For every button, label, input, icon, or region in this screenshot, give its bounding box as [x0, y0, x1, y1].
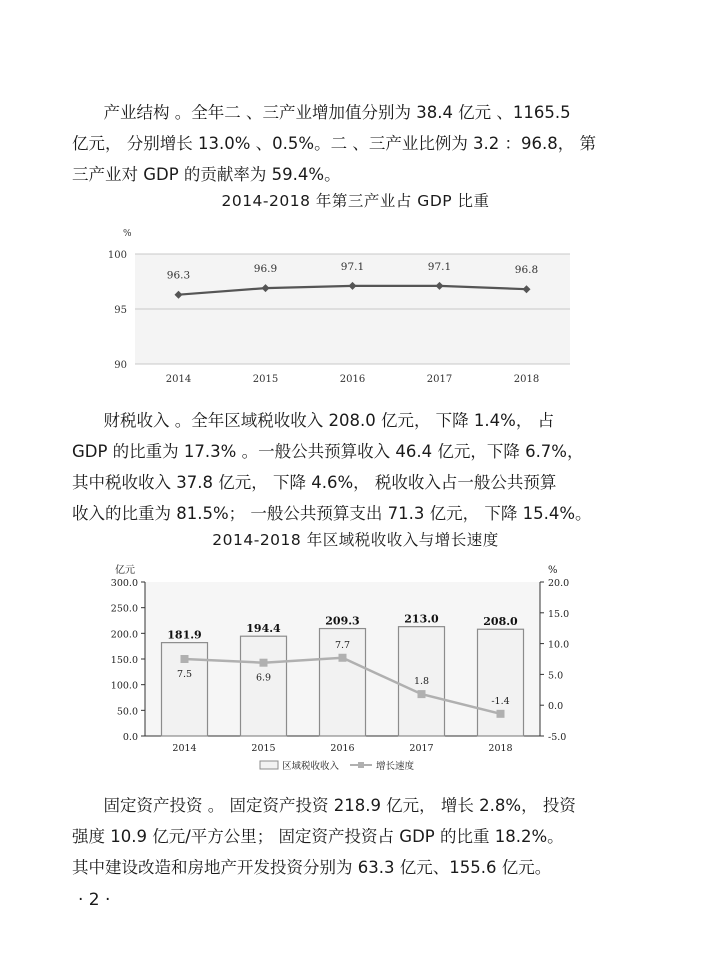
y-tick-label-right: 15.0	[548, 608, 570, 620]
text-line: 强度 10.9 亿元/平方公里； 固定资产投资占 GDP 的比重 18.2%。	[72, 827, 564, 846]
tertiary-share-chart	[95, 222, 585, 396]
bar-value-label: 209.3	[325, 614, 360, 628]
text-line: 产业结构 。全年二 、三产业增加值分别为 38.4 亿元 、1165.5	[72, 103, 571, 122]
x-tick-label: 2016	[339, 374, 366, 385]
y-tick-label-left: 50.0	[116, 706, 138, 718]
x-tick-label: 2015	[251, 743, 276, 754]
growth-point	[418, 690, 426, 698]
x-tick-label: 2018	[513, 374, 540, 385]
legend-bar-swatch	[260, 761, 278, 769]
text-line: GDP 的比重为 17.3% 。一般公共预算收入 46.4 亿元，下降 6.7%，	[72, 442, 584, 461]
tax-revenue-chart	[95, 558, 575, 782]
y-tick-label-right: 20.0	[548, 578, 570, 589]
paragraph-fiscal-revenue	[72, 405, 612, 529]
growth-point	[181, 655, 189, 663]
y-tick-label-left: 100.0	[110, 680, 138, 692]
y-axis-unit-right: %	[548, 565, 558, 576]
data-label: 96.8	[514, 264, 539, 277]
paragraph-industry-structure	[72, 97, 612, 190]
y-tick-label-left: 200.0	[110, 629, 138, 641]
data-label: 96.9	[253, 263, 278, 276]
text-line: 亿元， 分别增长 13.0% 、0.5%。二 、三产业比例为 3.2 ：96.8， 第	[72, 134, 597, 153]
x-tick-label: 2016	[330, 743, 355, 754]
text-line: 三产业对 GDP 的贡献率为 59.4%。	[72, 165, 341, 184]
growth-label: 7.5	[176, 669, 193, 680]
bar	[478, 629, 524, 736]
paragraph-fixed-investment	[72, 790, 612, 883]
bar-value-label: 181.9	[167, 628, 202, 642]
text-line: 收入的比重为 81.5%； 一般公共预算支出 71.3 亿元， 下降 15.4%。	[72, 504, 592, 523]
data-label: 97.1	[340, 260, 365, 273]
growth-label: -1.4	[491, 695, 510, 707]
y-tick-label-left: 150.0	[110, 655, 138, 666]
y-tick-label-right: -5.0	[548, 732, 567, 743]
text-line: 其中建设改造和房地产开发投资分别为 63.3 亿元、155.6 亿元。	[72, 858, 552, 877]
page-number: · 2 ·	[78, 890, 111, 910]
legend-line-label: 增长速度	[376, 761, 415, 772]
growth-point	[260, 659, 268, 667]
y-tick-label: 100	[107, 250, 127, 261]
y-tick-label-right: 5.0	[548, 670, 564, 682]
data-label: 97.1	[427, 260, 452, 273]
legend-line-marker	[358, 762, 364, 768]
y-tick-label: 90	[114, 360, 127, 371]
x-tick-label: 2017	[409, 743, 434, 754]
y-tick-label-right: 10.0	[548, 639, 570, 651]
x-tick-label: 2015	[252, 374, 279, 385]
y-tick-label-left: 300.0	[110, 578, 138, 589]
bar	[241, 636, 287, 736]
text-line: 其中税收收入 37.8 亿元， 下降 4.6%， 税收收入占一般公共预算	[72, 473, 557, 492]
x-tick-label: 2018	[488, 743, 513, 754]
bar-value-label: 194.4	[246, 622, 281, 636]
legend-bar-label: 区域税收收入	[282, 761, 340, 772]
growth-point	[339, 654, 347, 662]
x-tick-label: 2014	[172, 743, 197, 754]
data-label: 96.3	[166, 269, 191, 282]
growth-label: 1.8	[413, 676, 430, 688]
y-tick-label: 95	[114, 305, 127, 316]
y-tick-label-right: 0.0	[548, 701, 564, 713]
y-tick-label-left: 0.0	[122, 732, 138, 743]
x-tick-label: 2014	[165, 374, 192, 385]
text-line: 固定资产投资 。 固定资产投资 218.9 亿元， 增长 2.8%， 投资	[72, 796, 576, 815]
text-line: 财税收入 。全年区域税收收入 208.0 亿元， 下降 1.4%， 占	[72, 411, 555, 430]
growth-label: 6.9	[255, 672, 272, 684]
bar-value-label: 213.0	[404, 612, 439, 626]
bar-value-label: 208.0	[483, 615, 518, 629]
chart1-caption: 2014-2018 年第三产业占 GDP 比重	[221, 192, 490, 210]
y-axis-unit: %	[123, 229, 132, 239]
x-tick-label: 2017	[426, 374, 453, 385]
y-tick-label-left: 250.0	[110, 603, 138, 615]
growth-point	[497, 710, 505, 718]
y-axis-unit-left: 亿元	[115, 565, 135, 576]
chart2-caption: 2014-2018 年区域税收收入与增长速度	[212, 531, 499, 549]
growth-label: 7.7	[334, 639, 351, 651]
